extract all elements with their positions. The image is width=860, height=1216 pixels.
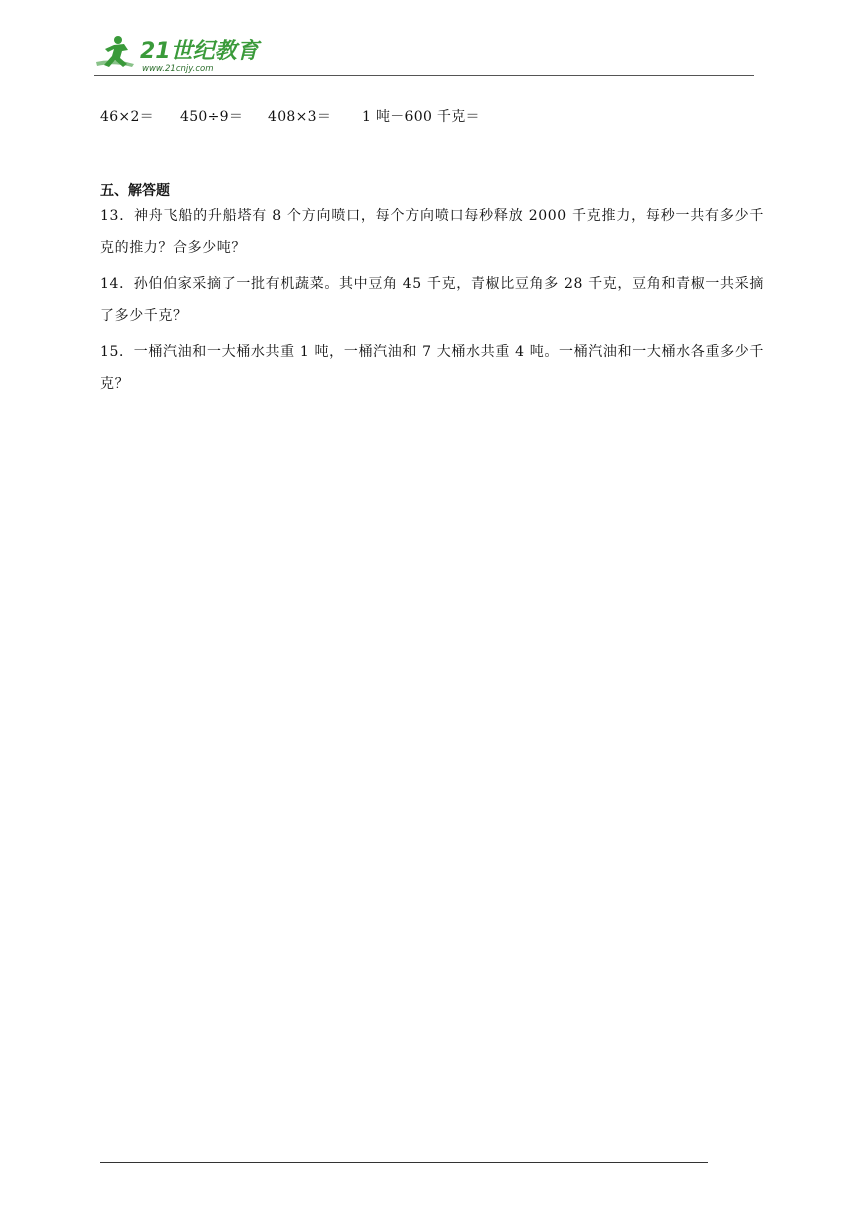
logo-text: 21世纪教育 <box>140 39 259 64</box>
footer-divider <box>100 1162 708 1163</box>
question-13 <box>100 200 764 264</box>
question-15 <box>100 336 764 400</box>
logo-url: www.21cnjy.com <box>142 64 214 74</box>
question-text: 孙伯伯家采摘了一批有机蔬菜。其中豆角 45 千克，青椒比豆角多 28 千克，豆角和青椒一共采摘了多少千克？ <box>100 276 764 324</box>
calc-item-3: 408×3＝ <box>268 109 332 125</box>
header-divider <box>94 75 754 76</box>
question-number: 14． <box>100 276 134 292</box>
calc-item-1: 46×2＝ <box>100 109 154 125</box>
runner-icon <box>96 36 134 67</box>
section-title: 五、解答题 <box>100 183 170 199</box>
calc-item-2: 450÷9＝ <box>180 109 244 125</box>
question-14 <box>100 268 764 332</box>
question-text: 一桶汽油和一大桶水共重 1 吨，一桶汽油和 7 大桶水共重 4 吨。一桶汽油和一大桶水各重多少千克？ <box>100 344 764 392</box>
page-header <box>94 30 754 78</box>
calc-item-4: 1 吨－600 千克＝ <box>362 109 480 125</box>
question-number: 13． <box>100 208 134 224</box>
question-text: 神舟飞船的升船塔有 8 个方向喷口，每个方向喷口每秒释放 2000 千克推力，每秒一共有多少千克的推力？合多少吨？ <box>100 208 764 256</box>
question-number: 15． <box>100 344 134 360</box>
21cnjy-logo <box>94 34 274 76</box>
